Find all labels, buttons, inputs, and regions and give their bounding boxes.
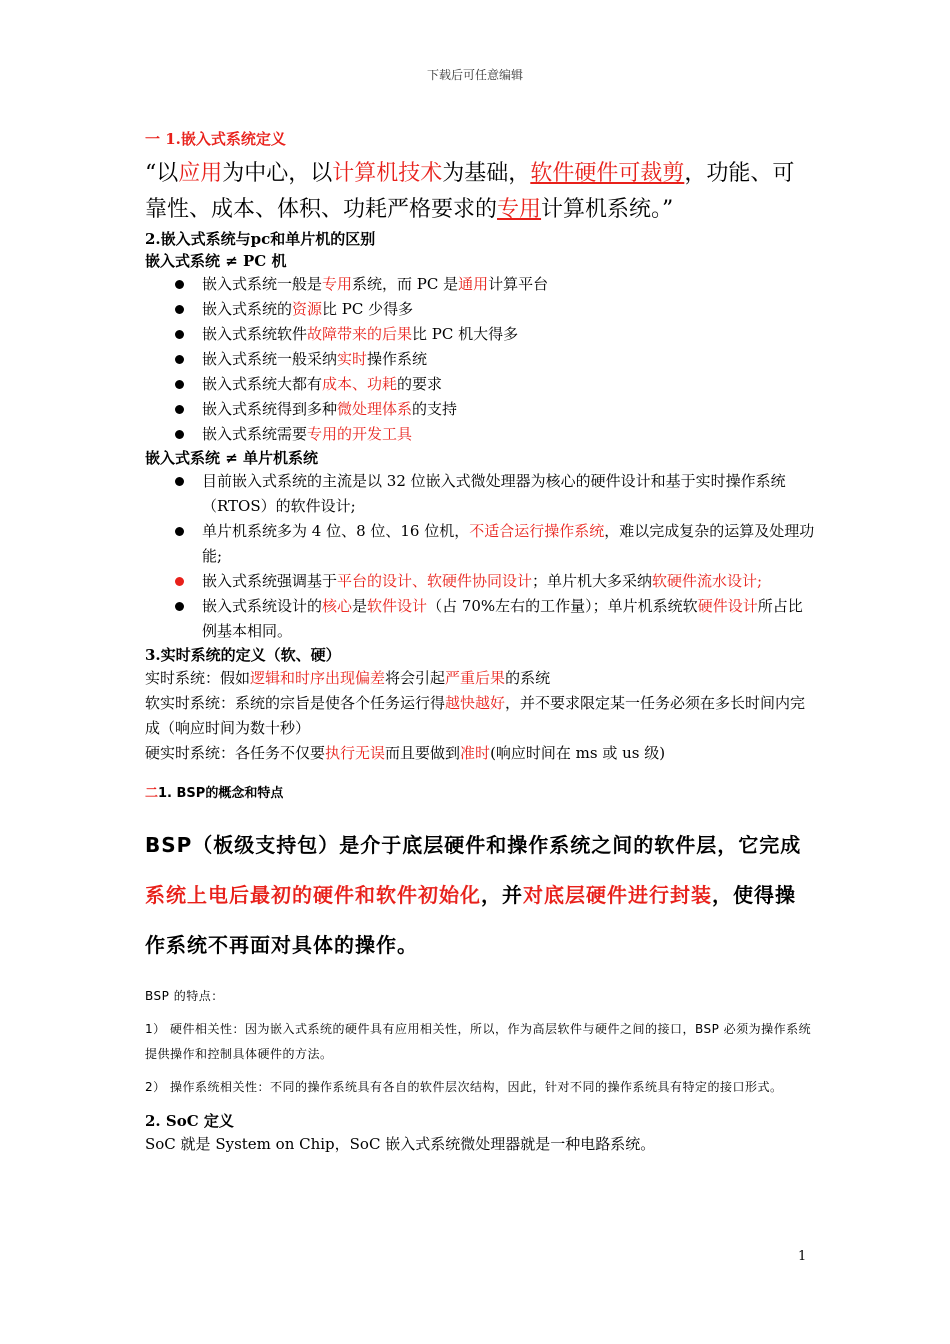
bullet-icon bbox=[175, 577, 184, 586]
section-2-title: 二1. BSP的概念和特点 bbox=[145, 786, 284, 801]
bsp-definition: BSP（板级支持包）是介于底层硬件和操作系统之间的软件层，它完成系统上电后最初的硬件和软件初始化，并对底层硬件进行封装，使得操作系统不再面对具体的操作。 bbox=[145, 833, 802, 957]
list-item: 嵌入式系统大都有成本、功耗的要求 bbox=[145, 372, 815, 397]
bullet-icon bbox=[175, 305, 184, 314]
list-item: 嵌入式系统一般采纳实时操作系统 bbox=[145, 347, 815, 372]
bullet-icon bbox=[175, 355, 184, 364]
section-1-title: 一 1.嵌入式系统定义 bbox=[145, 130, 286, 148]
document-body bbox=[145, 128, 815, 1157]
realtime-def: 实时系统：假如逻辑和时序出现偏差将会引起严重后果的系统 bbox=[145, 669, 551, 687]
bullet-icon bbox=[175, 280, 184, 289]
mcu-compare-list bbox=[145, 469, 815, 644]
list-item: 目前嵌入式系统的主流是以 32 位嵌入式微处理器为核心的硬件设计和基于实时操作系统（RTOS）的软件设计; bbox=[145, 469, 815, 519]
list-item: 单片机系统多为 4 位、8 位、16 位机，不适合运行操作系统，难以完成复杂的运算及处理功能; bbox=[145, 519, 815, 569]
page-header: 下载后可任意编辑 bbox=[426, 68, 523, 82]
bullet-icon bbox=[175, 380, 184, 389]
hard-realtime-def: 硬实时系统：各任务不仅要执行无误而且要做到准时(响应时间在 ms 或 us 级) bbox=[145, 744, 666, 762]
soft-realtime-def: 软实时系统：系统的宗旨是使各个任务运行得越快越好，并不要求限定某一任务必须在多长时间内完成（响应时间为数十秒） bbox=[145, 694, 806, 737]
subsection-2-title: 2.嵌入式系统与pc和单片机的区别 bbox=[145, 230, 376, 248]
list-item: 嵌入式系统得到多种微处理体系的支持 bbox=[145, 397, 815, 422]
subsection-3-title: 3.实时系统的定义（软、硬） bbox=[145, 646, 341, 664]
pc-compare-list bbox=[145, 272, 815, 447]
embedded-definition: “以应用为中心，以计算机技术为基础，软件硬件可裁剪，功能、可靠性、成本、体积、功耗严格要求的专用计算机系统。” bbox=[145, 161, 795, 222]
list-item: 嵌入式系统软件故障带来的后果比 PC 机大得多 bbox=[145, 322, 815, 347]
list-item: 嵌入式系统需要专用的开发工具 bbox=[145, 422, 815, 447]
bsp-features-label: BSP 的特点： bbox=[145, 989, 224, 1003]
list-item: 嵌入式系统设计的核心是软件设计（占 70%左右的工作量）；单片机系统软硬件设计所占比例基本相同。 bbox=[145, 594, 815, 644]
soc-title: 2. SoC 定义 bbox=[145, 1112, 234, 1130]
bullet-icon bbox=[175, 430, 184, 439]
bsp-feature-2: 2） 操作系统相关性：不同的操作系统具有各自的软件层次结构，因此，针对不同的操作系统具有特定的接口形式。 bbox=[145, 1080, 783, 1094]
list-item: 嵌入式系统强调基于平台的设计、软硬件协同设计；单片机大多采纳软硬件流水设计; bbox=[145, 569, 815, 594]
bullet-icon bbox=[175, 405, 184, 414]
bullet-icon bbox=[175, 527, 184, 536]
bullet-icon bbox=[175, 477, 184, 486]
mcu-compare-title: 嵌入式系统 ≠ 单片机系统 bbox=[145, 449, 319, 467]
bsp-feature-1: 1） 硬件相关性：因为嵌入式系统的硬件具有应用相关性，所以，作为高层软件与硬件之间的接口，BSP 必须为操作系统提供操作和控制具体硬件的方法。 bbox=[145, 1022, 812, 1061]
pc-compare-title: 嵌入式系统 ≠ PC 机 bbox=[145, 252, 287, 270]
list-item: 嵌入式系统一般是专用系统，而 PC 是通用计算平台 bbox=[145, 272, 815, 297]
bullet-icon bbox=[175, 330, 184, 339]
list-item: 嵌入式系统的资源比 PC 少得多 bbox=[145, 297, 815, 322]
bullet-icon bbox=[175, 602, 184, 611]
page-number: 1 bbox=[798, 1249, 807, 1264]
soc-text: SoC 就是 System on Chip，SoC 嵌入式系统微处理器就是一种电路系统。 bbox=[145, 1135, 656, 1153]
